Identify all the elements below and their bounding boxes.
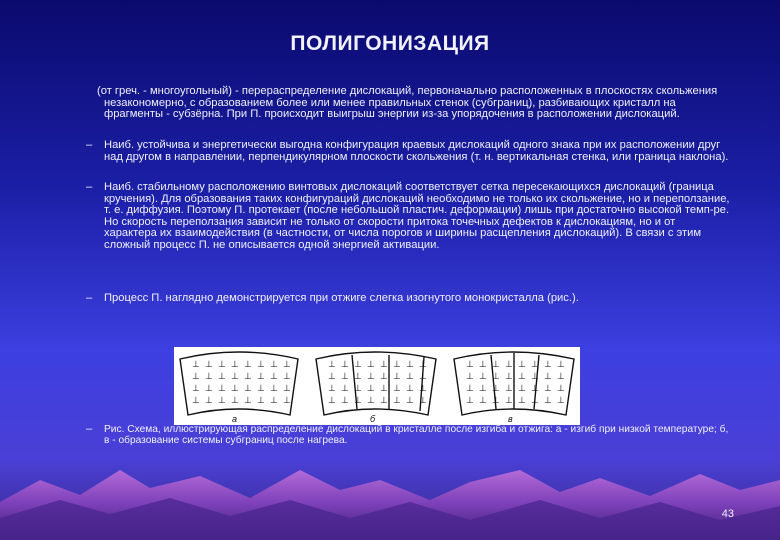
- slide-title: ПОЛИГОНИЗАЦИЯ: [290, 32, 490, 55]
- dislocation-symbol: ⊥: [393, 372, 401, 382]
- dislocation-symbol: ⊥: [406, 396, 414, 406]
- dislocation-symbol: ⊥: [244, 396, 252, 406]
- dislocation-symbol: ⊥: [231, 384, 239, 394]
- dislocation-symbol: ⊥: [283, 384, 291, 394]
- mountains-decoration: [0, 440, 780, 540]
- dislocation-symbol: ⊥: [341, 384, 349, 394]
- dislocation-symbol: ⊥: [257, 384, 265, 394]
- dislocation-symbol: ⊥: [419, 396, 427, 406]
- dislocation-symbol: ⊥: [218, 384, 226, 394]
- dislocation-symbol: ⊥: [518, 384, 526, 394]
- dislocation-symbol: ⊥: [419, 384, 427, 394]
- dislocation-symbol: ⊥: [231, 360, 239, 370]
- dislocation-symbol: ⊥: [328, 384, 336, 394]
- bullet-marker: –: [86, 139, 93, 151]
- dislocation-symbol: ⊥: [557, 396, 565, 406]
- dislocation-symbol: ⊥: [270, 384, 278, 394]
- dislocation-symbol: ⊥: [367, 360, 375, 370]
- dislocation-symbol: ⊥: [544, 396, 552, 406]
- dislocation-symbol: ⊥: [205, 360, 213, 370]
- dislocation-symbol: ⊥: [328, 396, 336, 406]
- dislocation-symbol: ⊥: [531, 372, 539, 382]
- dislocation-symbol: ⊥: [218, 396, 226, 406]
- dislocation-symbol: ⊥: [393, 384, 401, 394]
- dislocation-symbol: ⊥: [367, 396, 375, 406]
- dislocation-symbol: ⊥: [531, 384, 539, 394]
- dislocation-symbol: ⊥: [257, 396, 265, 406]
- bullet-marker: –: [86, 181, 93, 193]
- dislocation-symbol: ⊥: [354, 396, 362, 406]
- dislocation-symbol: ⊥: [380, 396, 388, 406]
- page-number: 43: [721, 508, 734, 520]
- bullet-marker: –: [86, 292, 93, 304]
- dislocation-symbol: ⊥: [479, 396, 487, 406]
- dislocation-symbol: ⊥: [505, 384, 513, 394]
- dislocation-symbol: ⊥: [557, 372, 565, 382]
- caption-text: Рис. Схема, иллюстрирующая распределение дислокаций в кристалле после изгиба и отжига: а - изгиб при низкой температуре; б, в - образование системы субграниц после нагрева.: [104, 424, 729, 446]
- dislocation-symbol: ⊥: [257, 360, 265, 370]
- dislocation-symbol: ⊥: [231, 372, 239, 382]
- bullet-text: Наиб. стабильному расположению винтовых дислокаций соответствует сетка пересекающихся дислокаций (граница кручения). Для образования таких конфигураций дислокаций необходимо не только их скольжение, но и переползание, т. е. диффузия. Поэтому П. протекает (после небольшой пластич. деформации) лишь при достаточно высокой темп-ре. Но скорость переползания зависит не только от скорости притока точечных дефектов к дислокациям, но и от характера их взаимодействия (в частности, от числа порогов и ширины расщепления дислокаций). В связи с этим сложный процесс П. не описывается одной энергией активации.: [104, 181, 730, 251]
- dislocation-symbol: ⊥: [205, 384, 213, 394]
- dislocation-symbol: ⊥: [270, 372, 278, 382]
- dislocation-symbol: ⊥: [354, 384, 362, 394]
- dislocation-symbol: ⊥: [192, 396, 200, 406]
- dislocation-symbol: ⊥: [218, 360, 226, 370]
- dislocation-symbol: ⊥: [393, 360, 401, 370]
- dislocation-symbol: ⊥: [505, 360, 513, 370]
- dislocation-symbol: ⊥: [341, 396, 349, 406]
- dislocation-symbol: ⊥: [492, 396, 500, 406]
- dislocation-symbol: ⊥: [466, 384, 474, 394]
- dislocation-symbol: ⊥: [406, 360, 414, 370]
- dislocation-symbol: ⊥: [380, 384, 388, 394]
- dislocation-symbol: ⊥: [283, 360, 291, 370]
- dislocation-symbol: ⊥: [380, 372, 388, 382]
- dislocation-symbol: ⊥: [518, 360, 526, 370]
- dislocation-symbol: ⊥: [557, 384, 565, 394]
- dislocation-symbol: ⊥: [354, 372, 362, 382]
- dislocation-symbol: ⊥: [505, 372, 513, 382]
- bullet-text: Наиб. устойчива и энергетически выгодна конфигурация краевых дислокаций одного знака при их расположении друг над другом в направлении, перпендикулярном плоскости скольжения (т. н. вертикальная стенка, или граница наклона).: [104, 139, 729, 163]
- dislocation-symbol: ⊥: [518, 396, 526, 406]
- dislocation-symbol: ⊥: [218, 372, 226, 382]
- dislocation-symbol: ⊥: [354, 360, 362, 370]
- dislocation-symbol: ⊥: [406, 372, 414, 382]
- dislocation-symbol: ⊥: [205, 372, 213, 382]
- dislocation-symbol: ⊥: [270, 360, 278, 370]
- dislocation-symbol: ⊥: [544, 384, 552, 394]
- dislocation-symbol: ⊥: [492, 384, 500, 394]
- dislocation-symbol: ⊥: [492, 372, 500, 382]
- dislocation-symbol: ⊥: [479, 360, 487, 370]
- dislocation-symbol: ⊥: [479, 384, 487, 394]
- figure-schematic: [174, 347, 580, 425]
- dislocation-symbol: ⊥: [257, 372, 265, 382]
- dislocation-symbol: ⊥: [328, 372, 336, 382]
- dislocation-symbol: ⊥: [518, 372, 526, 382]
- figure-label-b: б: [370, 414, 376, 424]
- dislocation-symbol: ⊥: [466, 360, 474, 370]
- dislocation-symbol: ⊥: [406, 384, 414, 394]
- dislocation-symbol: ⊥: [393, 396, 401, 406]
- dislocation-symbol: ⊥: [367, 372, 375, 382]
- dislocation-symbol: ⊥: [244, 360, 252, 370]
- dislocation-symbol: ⊥: [270, 396, 278, 406]
- bullet-marker: –: [86, 423, 93, 435]
- dislocation-symbol: ⊥: [205, 396, 213, 406]
- dislocation-symbol: ⊥: [544, 372, 552, 382]
- dislocation-symbol: ⊥: [341, 360, 349, 370]
- dislocation-symbol: ⊥: [380, 360, 388, 370]
- dislocation-symbol: ⊥: [244, 372, 252, 382]
- intro-paragraph: (от греч. - многоугольный) - перераспределение дислокаций, первоначально расположенных в плоскостях скольжения незакономерно, с образованием более или менее правильных стенок (субграниц), разбивающих кристалл на фрагменты - субзёрна. При П. происходит выигрыш энергии из-за упорядочения в расположении дислокаций.: [97, 85, 718, 121]
- dislocation-symbol: ⊥: [466, 372, 474, 382]
- dislocation-symbol: ⊥: [466, 396, 474, 406]
- dislocation-symbol: ⊥: [492, 360, 500, 370]
- dislocation-symbol: ⊥: [544, 360, 552, 370]
- dislocation-symbol: ⊥: [192, 372, 200, 382]
- dislocation-symbol: ⊥: [557, 360, 565, 370]
- dislocation-symbol: ⊥: [283, 372, 291, 382]
- dislocation-symbol: ⊥: [231, 396, 239, 406]
- dislocation-figure: [174, 347, 580, 425]
- dislocation-symbol: ⊥: [367, 384, 375, 394]
- dislocation-symbol: ⊥: [283, 396, 291, 406]
- dislocation-symbol: ⊥: [192, 384, 200, 394]
- dislocation-symbol: ⊥: [328, 360, 336, 370]
- dislocation-symbol: ⊥: [341, 372, 349, 382]
- dislocation-symbol: ⊥: [531, 360, 539, 370]
- figure-label-c: в: [508, 414, 513, 424]
- bullet-text: Процесс П. наглядно демонстрируется при отжиге слегка изогнутого монокристалла (рис.).: [104, 292, 579, 304]
- dislocation-symbol: ⊥: [479, 372, 487, 382]
- dislocation-symbol: ⊥: [244, 384, 252, 394]
- figure-label-a: а: [232, 414, 238, 424]
- dislocation-symbol: ⊥: [505, 396, 513, 406]
- dislocation-symbol: ⊥: [192, 360, 200, 370]
- dislocation-symbol: ⊥: [419, 372, 427, 382]
- dislocation-symbol: ⊥: [531, 396, 539, 406]
- dislocation-symbol: ⊥: [419, 360, 427, 370]
